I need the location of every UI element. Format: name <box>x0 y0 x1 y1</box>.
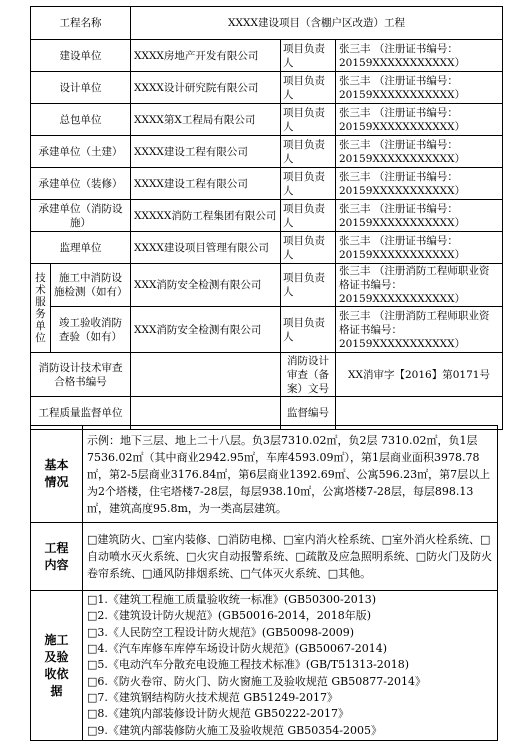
role-label: 项目负责人 <box>281 104 336 136</box>
unit-name: XXXXX消防工程集团有限公司 <box>131 200 281 232</box>
role-label: 项目负责人 <box>281 264 336 307</box>
unit-name: XXXX建设工程有限公司 <box>131 168 281 200</box>
unit-label: 建设单位 <box>31 40 131 72</box>
basic-text: 示例：地下三层、地上二十八层。负3层7310.02㎡，负2层 7310.02㎡，负1层7536.02㎡（其中商业2942.95㎡，车库4593.09㎡），第1层商业面积3978.78㎡，第2-5层商业3176.84㎡，第6层商业1392.69㎡、公寓596.23㎡，第7层以上为2个塔楼，住宅塔楼7-28层，每层938.10㎡，公寓塔楼7-28层，每层898.13㎡，建筑高度95.8m，为一类高层建筑。 <box>83 426 498 523</box>
unit-label: 设计单位 <box>31 72 131 104</box>
role-label: 项目负责人 <box>281 168 336 200</box>
unit-row <box>31 104 503 136</box>
content-text: □建筑防火、□室内装修、□消防电梯、□室内消火栓系统、□室外消火栓系统、□自动喷水灭火系统、□火灾自动报警系统、□疏散及应急照明系统、□防火门及防火卷帘系统、□通风防排烟系统、□气体灭火系统、□其他。 <box>83 523 498 591</box>
review-filing-label: 消防设计审查（备案）文号 <box>281 353 336 397</box>
person-value: 张三丰 （注册证书编号：20159XXXXXXXXXXX） <box>336 40 503 72</box>
unit-label: 总包单位 <box>31 104 131 136</box>
tech-service-label-text: 技术服务单位 <box>35 272 46 344</box>
basic-label-text: 基本情况 <box>44 458 69 489</box>
person-value: 张三丰 （注册证书编号：20159XXXXXXXXXXX） <box>336 104 503 136</box>
quality-no-label: 监督编号 <box>281 397 336 430</box>
basic-label <box>31 426 83 523</box>
person-value: 张三丰 （注册证书编号：20159XXXXXXXXXXX） <box>336 168 503 200</box>
unit-name: XXXX房地产开发有限公司 <box>131 40 281 72</box>
person-value: 张三丰 （注册证书编号：20159XXXXXXXXXXX） <box>336 200 503 232</box>
unit-name: XXXX第X工程局有限公司 <box>131 104 281 136</box>
tech-unit-row <box>31 307 503 353</box>
unit-label: 监理单位 <box>31 232 131 264</box>
content-row <box>31 523 498 591</box>
role-label: 项目负责人 <box>281 307 336 353</box>
basis-row <box>31 591 498 741</box>
project-info-table <box>30 6 503 430</box>
tech-unit-label: 施工中消防设施检测（如有） <box>51 264 131 307</box>
role-label: 项目负责人 <box>281 232 336 264</box>
basis-item: □6.《防火卷帘、防火门、防火窗施工及验收规范 GB50877-2014》 <box>87 674 426 688</box>
tech-unit-name: XXX消防安全检测有限公司 <box>131 307 281 353</box>
tech-service-label <box>31 264 51 353</box>
role-label: 项目负责人 <box>281 72 336 104</box>
project-name-value: XXXX建设项目（含棚户区改造）工程 <box>131 7 503 40</box>
unit-label: 承建单位（土建） <box>31 136 131 168</box>
review-value <box>131 353 281 397</box>
person-value: 张三丰 （注册证书编号：20159XXXXXXXXXXX） <box>336 136 503 168</box>
basis-item: □1.《建筑工程施工质量验收统一标准》(GB50300-2013) <box>87 593 377 607</box>
basis-item: □9.《建筑内部装修防火施工及验收规范 GB50354-2005》 <box>87 723 382 737</box>
content-label-text: 工程内容 <box>44 540 69 572</box>
basis-list <box>83 591 498 741</box>
basis-label <box>31 591 83 741</box>
unit-row <box>31 72 503 104</box>
basis-item: □8.《建筑内部装修设计防火规范 GB50222-2017》 <box>87 707 349 721</box>
tech-unit-row <box>31 264 503 307</box>
review-row <box>31 353 503 397</box>
tech-unit-label: 竣工验收消防查验（如有） <box>51 307 131 353</box>
quality-label: 工程质量监督单位 <box>31 397 131 430</box>
project-name-label: 工程名称 <box>31 7 131 40</box>
person-value: 张三丰 （注册证书编号：20159XXXXXXXXXXX） <box>336 72 503 104</box>
unit-row <box>31 200 503 232</box>
unit-row <box>31 232 503 264</box>
basis-label-text: 施工及验收依据 <box>44 632 69 698</box>
review-label: 消防设计技术审查合格书编号 <box>31 353 131 397</box>
review-filing-value: XX消审字【2016】第0171号 <box>336 353 503 397</box>
basis-item: □5.《电动汽车分散充电设施工程技术标准》(GB/T51313-2018) <box>87 658 410 672</box>
unit-row <box>31 40 503 72</box>
person-value: 张三丰 （注册消防工程师职业资格证书编号：20159XXXXXXXXXXX） <box>336 264 503 307</box>
tech-unit-name: XXX消防安全检测有限公司 <box>131 264 281 307</box>
unit-row <box>31 168 503 200</box>
basis-item: □3.《人民防空工程设计防火规范》(GB50098-2009) <box>87 625 355 639</box>
unit-label: 承建单位（装修） <box>31 168 131 200</box>
role-label: 项目负责人 <box>281 40 336 72</box>
basis-item: □2.《建筑设计防火规范》(GB50016-2014，2018年版) <box>87 609 372 623</box>
unit-name: XXXX建设工程有限公司 <box>131 136 281 168</box>
basic-row <box>31 426 498 523</box>
unit-label: 承建单位（消防设施） <box>31 200 131 232</box>
role-label: 项目负责人 <box>281 200 336 232</box>
role-label: 项目负责人 <box>281 136 336 168</box>
person-value: 张三丰 （注册消防工程师职业资格证书编号：20159XXXXXXXXXXX） <box>336 307 503 353</box>
project-name-row <box>31 7 503 40</box>
construction-info-table <box>30 425 498 741</box>
basis-item: □7.《建筑钢结构防火技术规范 GB51249-2017》 <box>87 690 338 704</box>
content-label <box>31 523 83 591</box>
unit-name: XXXX建设项目管理有限公司 <box>131 232 281 264</box>
basis-item: □4.《汽车库修车库停车场设计防火规范》(GB50067-2014) <box>87 642 388 656</box>
unit-name: XXXX设计研究院有限公司 <box>131 72 281 104</box>
person-value: 张三丰 （注册证书编号：20159XXXXXXXXXXX） <box>336 232 503 264</box>
unit-row <box>31 136 503 168</box>
